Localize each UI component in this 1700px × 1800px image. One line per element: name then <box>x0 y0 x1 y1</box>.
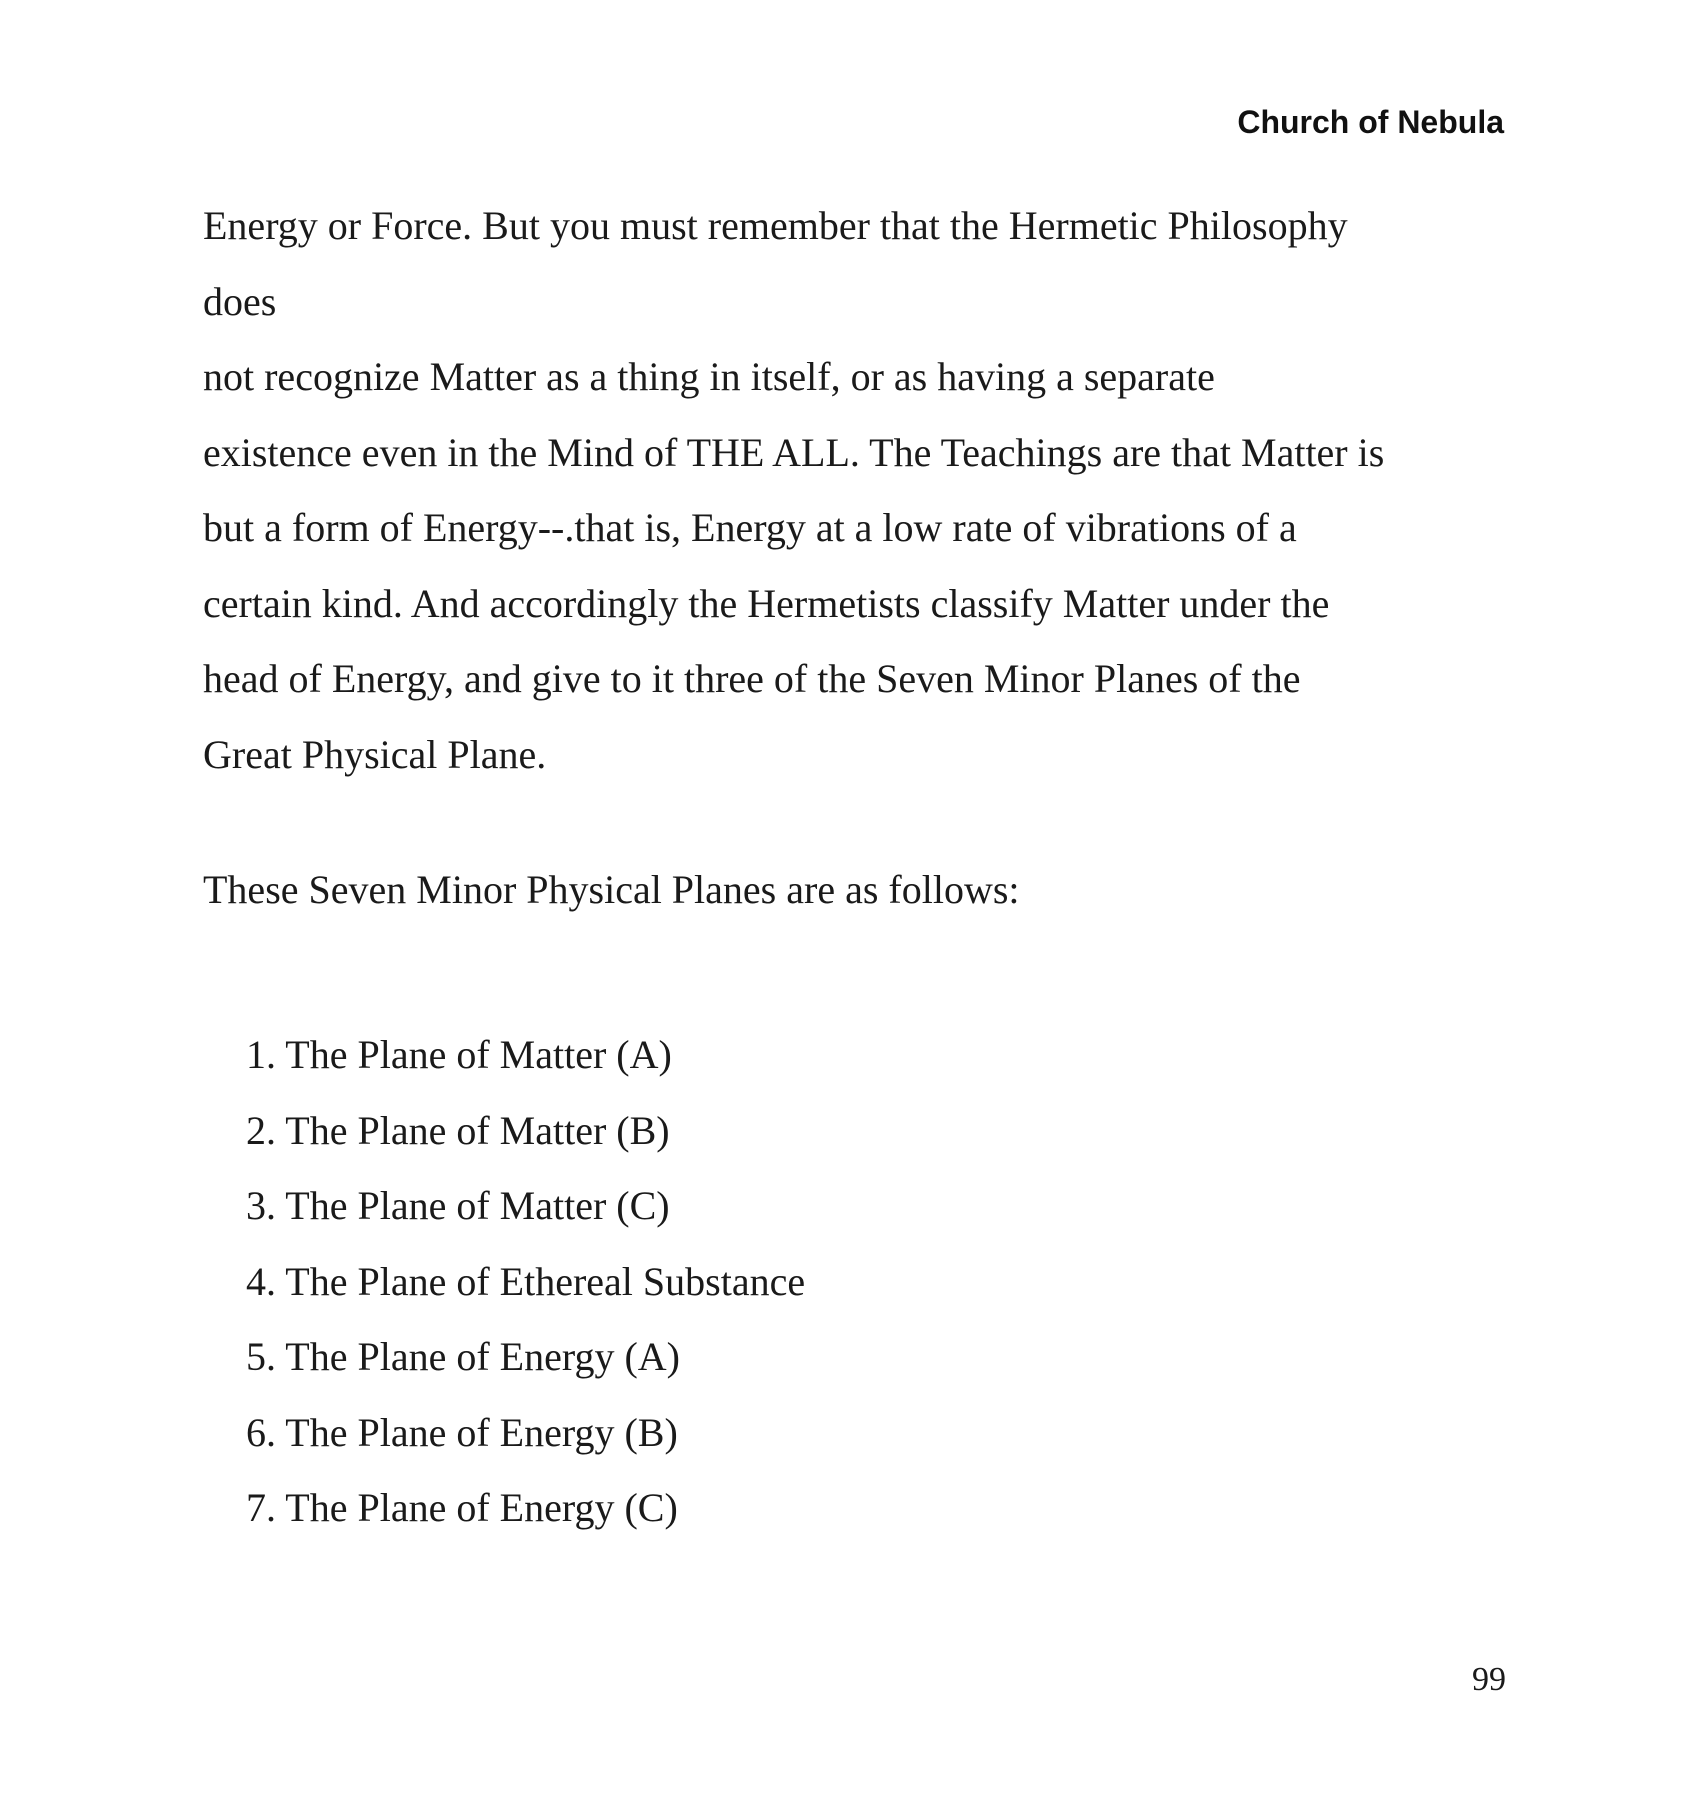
text-line: Great Physical Plane. <box>203 731 547 777</box>
list-item-text: The Plane of Energy (B) <box>285 1409 678 1455</box>
text-line: head of Energy, and give to it three of the Seven Minor Planes of the <box>203 656 1301 701</box>
text-line: certain kind. And accordingly the Hermetists classify Matter under the <box>203 580 1330 626</box>
list-item-text: The Plane of Energy (C) <box>285 1485 678 1530</box>
list-item-text: The Plane of Ethereal Substance <box>285 1258 806 1304</box>
text-line: but a form of Energy--.that is, Energy at a low rate of vibrations of a <box>203 505 1297 550</box>
text-line: not recognize Matter as a thing in itself, or as having a separate <box>203 354 1215 399</box>
list-item <box>246 1478 805 1554</box>
planes-list <box>246 1025 805 1554</box>
text-line: existence even in the Mind of THE ALL. The Teachings are that Matter is <box>203 429 1385 475</box>
list-item-number: 6. <box>246 1409 276 1455</box>
list-item-number: 4. <box>246 1258 276 1304</box>
list-item-number: 2. <box>246 1107 276 1153</box>
list-item <box>246 1025 805 1101</box>
list-item-text: The Plane of Matter (A) <box>285 1032 672 1077</box>
list-item <box>246 1176 805 1252</box>
list-item-number: 5. <box>246 1334 276 1379</box>
page-number: 99 <box>1472 1661 1506 1698</box>
paragraph-planes-intro: These Seven Minor Physical Planes are as follows: <box>203 867 1020 912</box>
list-item-number: 3. <box>246 1183 276 1228</box>
list-item <box>246 1327 805 1403</box>
paragraph-energy-matter <box>203 196 1523 800</box>
list-item-number: 1. <box>246 1032 276 1077</box>
list-item <box>246 1252 805 1328</box>
list-item <box>246 1403 805 1479</box>
list-item <box>246 1101 805 1177</box>
text-line: Energy or Force. But you must remember that the Hermetic Philosophy <box>203 203 1348 248</box>
list-item-text: The Plane of Matter (C) <box>285 1183 670 1228</box>
text-line: does <box>203 278 277 324</box>
list-item-number: 7. <box>246 1485 276 1530</box>
running-header: Church of Nebula <box>1237 104 1504 140</box>
list-item-text: The Plane of Matter (B) <box>285 1107 670 1153</box>
list-item-text: The Plane of Energy (A) <box>285 1334 680 1379</box>
